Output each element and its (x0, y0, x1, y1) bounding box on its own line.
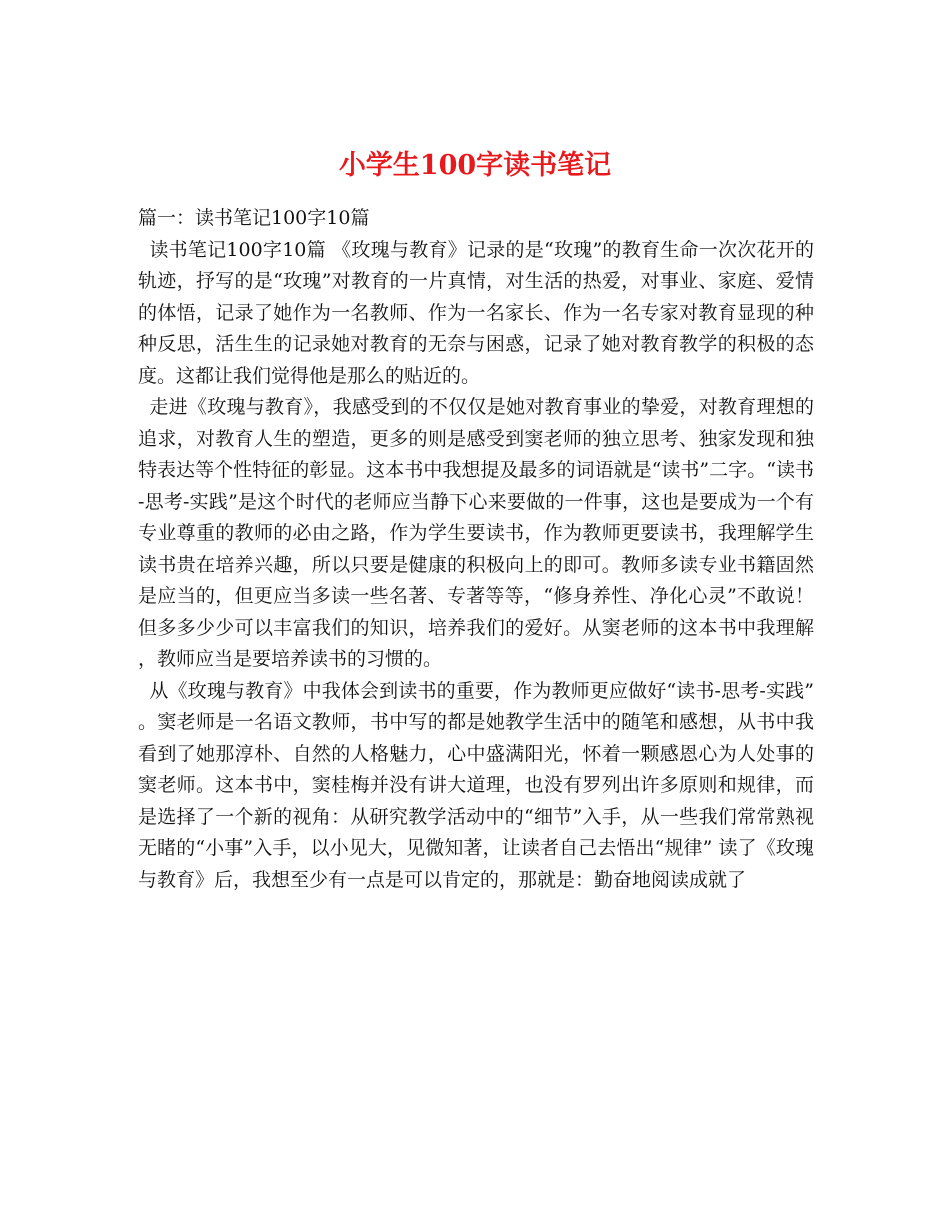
paragraph-2: 走进《玫瑰与教育》，我感受到的不仅仅是她对教育事业的挚爱，对教育理想的追求，对教育人生的塑造，更多的则是感受到窦老师的独立思考、独家发现和独特表达等个性特征的彰显。这本书中我想提及最多的词语就是“读书”二字。“读书-思考-实践”是这个时代的老师应当静下心来要做的一件事，这也是要成为一个有专业尊重的教师的必由之路，作为学生要读书，作为教师更要读书，我理解学生读书贵在培养兴趣，所以只要是健康的积极向上的即可。教师多读专业书籍固然是应当的，但更应当多读一些名著、专著等等，“修身养性、净化心灵”不敢说！但多多少少可以丰富我们的知识，培养我们的爱好。从窦老师的这本书中我理解，教师应当是要培养读书的习惯的。 (138, 396, 814, 670)
paragraph-1: 读书笔记100字10篇 《玫瑰与教育》记录的是“玫瑰”的教育生命一次次花开的轨迹，抒写的是“玫瑰”对教育的一片真情，对生活的热爱，对事业、家庭、爱情的体悟，记录了她作为一名教师、作为一名家长、作为一名专家对教育显现的种种反思，活生生的记录她对教育的无奈与困惑，记录了她对教育教学的积极的态度。这都让我们觉得他是那么的贴近的。 (138, 238, 814, 387)
document-body (138, 203, 814, 896)
paragraph-3: 从《玫瑰与教育》中我体会到读书的重要，作为教师更应做好“读书-思考-实践”。窦老师是一名语文教师，书中写的都是她教学生活中的随笔和感想，从书中我看到了她那淳朴、自然的人格魅力，心中盛满阳光，怀着一颗感恩心为人处事的窦老师。这本书中，窦桂梅并没有讲大道理，也没有罗列出许多原则和规律，而是选择了一个新的视角：从研究教学活动中的“细节”入手，从一些我们常常熟视无睹的“小事”入手，以小见大，见微知著，让读者自己去悟出“规律” 读了《玫瑰与教育》后，我想至少有一点是可以肯定的，那就是：勤奋地阅读成就了 (138, 679, 814, 891)
document-title: 小学生100字读书笔记 (338, 150, 612, 182)
section-heading: 篇一：读书笔记100字10篇 (138, 207, 370, 229)
